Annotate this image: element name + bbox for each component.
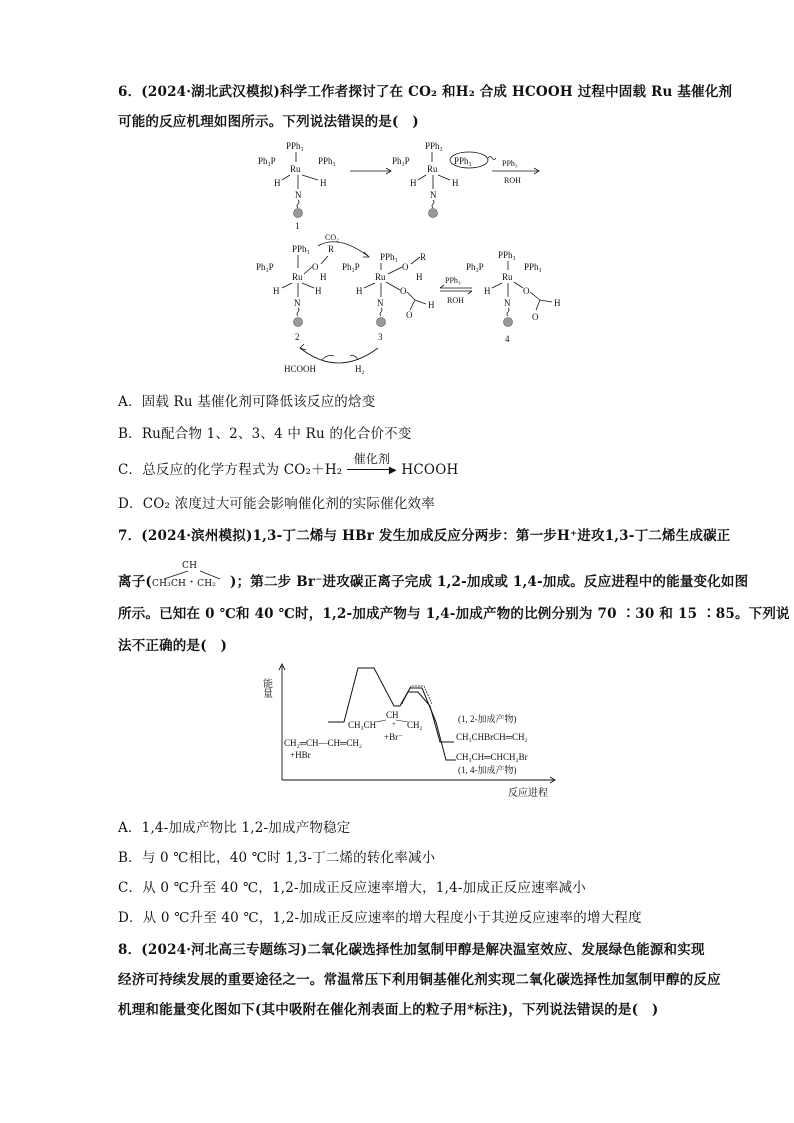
eq-roh: ROH: [447, 296, 464, 305]
c2-h-right: H: [315, 286, 322, 296]
q7-stem-line4: 法不正确的是( ): [118, 638, 228, 654]
q7-option-a[interactable]: A．1,4-加成产物比 1,2-加成产物稳定: [118, 820, 351, 836]
ci-pph3-top: PPh₃: [425, 141, 443, 151]
intermediate-plus: +: [392, 720, 396, 728]
ci-h-right: H: [452, 178, 459, 188]
product12-label: (1, 2-加成产物): [458, 714, 517, 724]
co2-label: CO₂: [325, 233, 339, 242]
ci-pph3-right: PPh₃: [454, 156, 472, 166]
product14-label: (1, 4-加成产物): [458, 765, 517, 775]
q7-option-d[interactable]: D．从 0 ℃升至 40 ℃，1,2-加成正反应速率的增大程度小于其逆反应速率的增大程度: [118, 910, 642, 926]
equilibrium-arrows: [440, 276, 472, 305]
c1-h-left: H: [274, 178, 281, 188]
product14-formula: CH₃CH═CHCH₂Br: [456, 752, 528, 762]
q6-option-b[interactable]: B．Ru配合物 1、2、3、4 中 Ru 的化合价不变: [118, 426, 412, 442]
c1-number: 1: [295, 221, 300, 231]
complex-4: [466, 250, 561, 344]
q7-stem-line1: 7．(2024·滨州模拟)1,3-丁二烯与 HBr 发生加成反应分两步：第一步H⁺进攻1,3-丁二烯生成碳正: [118, 528, 731, 544]
c2-pph3-top: PPh₃: [292, 244, 310, 254]
intermediate-left: CH₃CH: [348, 720, 377, 730]
c4-pph3-right: PPh₃: [524, 262, 542, 272]
carbocation-body: CH₃CH ⁺ CH₂: [152, 579, 217, 589]
q8-stem-line3: 机理和能量变化图如下(其中吸附在催化剂表面上的粒子用*标注)，下列说法错误的是( ): [118, 1002, 659, 1018]
c2-ph3p: Ph₃P: [256, 262, 274, 272]
c4-n: N: [504, 298, 511, 308]
q7-option-b[interactable]: B．与 0 ℃相比，40 ℃时 1,3-丁二烯的转化率减小: [118, 850, 436, 866]
product12-formula: CH₃CHBrCH═CH₂: [456, 732, 528, 742]
x-axis-label: 反应进程: [508, 788, 548, 799]
catalyst-arrow: 催化剂 ▶: [347, 462, 397, 478]
q6-stem-line1: 6．(2024·湖北武汉模拟)科学工作者探讨了在 CO₂ 和H₂ 合成 HCOOH 过程中固载 Ru 基催化剂: [118, 84, 733, 100]
carbocation-formula: [152, 561, 230, 589]
c1-h-right: H: [320, 178, 327, 188]
c3-r: R: [420, 252, 427, 262]
c4-pph3-top: PPh₃: [498, 250, 516, 260]
q6-stem-line2: 可能的反应机理如图所示。下列说法错误的是( ): [118, 114, 419, 130]
c2-n: N: [294, 298, 301, 308]
c1-pph3-top: PPh₃: [286, 141, 304, 151]
carbocation-ch: CH: [182, 561, 198, 571]
arrow2-roh: ROH: [504, 176, 521, 185]
ci-n: N: [430, 190, 437, 200]
reactant-hbr: +HBr: [290, 750, 311, 760]
c3-n: N: [377, 298, 384, 308]
c3-h-formate: H: [428, 300, 435, 310]
h2-label: H₂: [355, 364, 365, 374]
complex-intermediate: [392, 141, 496, 218]
intermediate-right: CH₂: [407, 720, 423, 730]
q7-stem-line3: 所示。已知在 0 ℃和 40 ℃时，1,2-加成产物与 1,4-加成产物的比例分别为 70 ∶30 和 15 ∶85。下列说: [118, 606, 790, 622]
intermediate-ch: CH: [386, 710, 399, 720]
c2-r: R: [328, 244, 335, 254]
hcooh-label: HCOOH: [284, 364, 317, 374]
catalyst-label: 催化剂: [353, 452, 391, 466]
c3-ph3p: Ph₃P: [342, 262, 360, 272]
c3-number: 3: [378, 332, 383, 342]
q6-mechanism-figure: [240, 138, 570, 378]
c4-h-left: H: [484, 286, 491, 296]
eq-pph3: PPh₃: [445, 276, 461, 285]
arrow2-pph3: PPh₃: [502, 159, 518, 168]
c3-ru: Ru: [375, 272, 386, 282]
ci-h-left: H: [410, 178, 417, 188]
c4-number: 4: [505, 334, 510, 344]
intermediate-br: +Br⁻: [384, 732, 403, 742]
c1-ph3p: Ph₃P: [258, 156, 276, 166]
c3-o-top: O: [402, 262, 409, 272]
q6-option-a[interactable]: A．固载 Ru 基催化剂可降低该反应的焓变: [118, 394, 376, 410]
c2-h-oh: H: [320, 272, 327, 282]
c3-pph3-top: PPh₃: [380, 252, 398, 262]
q6-option-c[interactable]: [118, 452, 459, 478]
q7-option-c[interactable]: C．从 0 ℃升至 40 ℃，1,2-加成正反应速率增大，1,4-加成正反应速率减小: [118, 880, 586, 896]
c1-n: N: [295, 190, 302, 200]
c3-o-formate: O: [400, 286, 407, 296]
c4-h-formate: H: [554, 298, 561, 308]
c4-o: O: [523, 286, 530, 296]
reactant-formula: CH₂═CH—CH═CH₂: [284, 738, 363, 748]
c4-o-carbonyl: O: [532, 312, 539, 322]
q8-stem-line1: 8．(2024·河北高三专题练习)二氧化碳选择性加氢制甲醇是解决温室效应、发展绿色能源和实现: [118, 942, 705, 958]
c3-o-carbonyl: O: [406, 310, 413, 320]
c2-ru: Ru: [292, 272, 303, 282]
q7-energy-diagram: [262, 660, 562, 802]
c3-h-left: H: [356, 286, 363, 296]
c1-pph3-right: PPh₃: [318, 156, 336, 166]
complex-1: [258, 141, 336, 231]
q7-stem-line2: [118, 561, 749, 590]
complex-3: [342, 252, 435, 342]
ci-ph3p: Ph₃P: [392, 156, 410, 166]
q7-line2-post: )；第二步 Br⁻进攻碳正离子完成 1,2-加成或 1,4-加成。反应进程中的能量变化如图: [230, 574, 749, 590]
c2-o: O: [312, 262, 319, 272]
c2-number: 2: [295, 332, 300, 342]
ci-ru: Ru: [427, 164, 438, 174]
c2-h-left: H: [273, 286, 280, 296]
q8-stem-line2: 经济可持续发展的重要途径之一。常温常压下利用铜基催化剂实现二氧化碳选择性加氢制甲醇的反应: [118, 972, 721, 988]
complex-2: [256, 233, 369, 342]
q6-option-d[interactable]: D．CO₂ 浓度过大可能会影响催化剂的实际催化效率: [118, 496, 435, 512]
y-axis-label: 能量: [260, 678, 272, 698]
q7-line2-pre: 离子(: [118, 574, 152, 590]
c3-h-oh: H: [416, 272, 423, 282]
c4-ph3p: Ph₃P: [466, 262, 484, 272]
c4-ru: Ru: [502, 272, 513, 282]
q6-option-c-pre: C．总反应的化学方程式为 CO₂＋H₂: [118, 462, 343, 478]
q6-option-c-post: HCOOH: [401, 462, 459, 478]
c1-ru: Ru: [290, 164, 301, 174]
